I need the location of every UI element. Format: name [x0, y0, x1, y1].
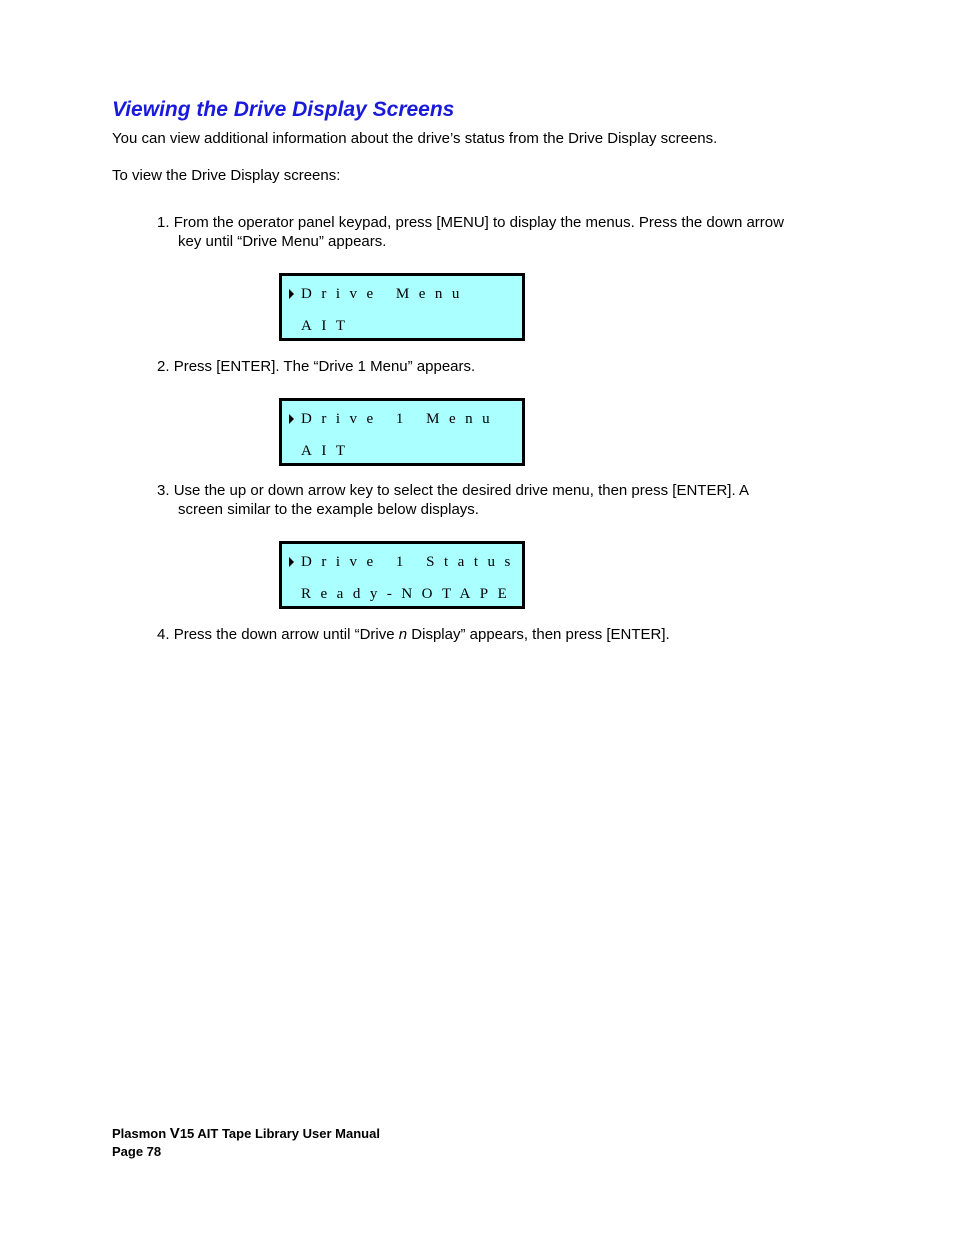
step-text-continued: screen similar to the example below displays.: [178, 501, 479, 518]
page-title: Viewing the Drive Display Screens: [112, 98, 455, 121]
footer-v: V: [169, 1125, 180, 1142]
step-number: 4.: [157, 626, 170, 643]
lead-paragraph: To view the Drive Display screens:: [112, 167, 341, 184]
step-number: 3.: [157, 482, 170, 499]
lcd-line-1: Drive 1 Status: [301, 554, 520, 570]
step-text: Press [ENTER]. The “Drive 1 Menu” appears.: [173, 358, 476, 375]
step-1: [157, 213, 827, 251]
step-2: [157, 357, 827, 376]
lcd-display-drive-menu: [279, 273, 525, 341]
intro-paragraph: You can view additional information about the drive’s status from the Drive Display screens.: [112, 130, 718, 147]
step-text-end: Display” appears, then press [ENTER].: [407, 626, 670, 643]
lcd-display-drive-1-status: [279, 541, 525, 609]
footer-page-number: Page 78: [112, 1144, 162, 1159]
step-text: From the operator panel keypad, press [MENU] to display the menus. Press the down arrow: [173, 214, 784, 231]
lcd-display-drive-1-menu: [279, 398, 525, 466]
footer-manual-title: [112, 1125, 380, 1143]
step-text: Use the up or down arrow key to select the desired drive menu, then press [ENTER]. A: [173, 482, 749, 499]
step-emphasis: n: [398, 626, 408, 643]
cursor-arrow-icon: [289, 289, 294, 299]
step-text: Press the down arrow until “Drive: [173, 626, 399, 643]
step-3: [157, 481, 827, 519]
footer-brand: Plasmon: [112, 1126, 170, 1141]
cursor-arrow-icon: [289, 557, 294, 567]
lcd-line-2: AIT: [301, 318, 355, 334]
step-number: 2.: [157, 358, 170, 375]
step-4: [157, 625, 827, 644]
footer-rest: 15 AIT Tape Library User Manual: [179, 1126, 380, 1141]
cursor-arrow-icon: [289, 414, 294, 424]
lcd-line-1: Drive Menu: [301, 286, 469, 302]
lcd-line-2: AIT: [301, 443, 355, 459]
step-text-continued: key until “Drive Menu” appears.: [178, 233, 387, 250]
step-number: 1.: [157, 214, 170, 231]
lcd-line-1: Drive 1 Menu: [301, 411, 500, 427]
lcd-line-2: Ready-NOTAPE: [301, 586, 517, 602]
